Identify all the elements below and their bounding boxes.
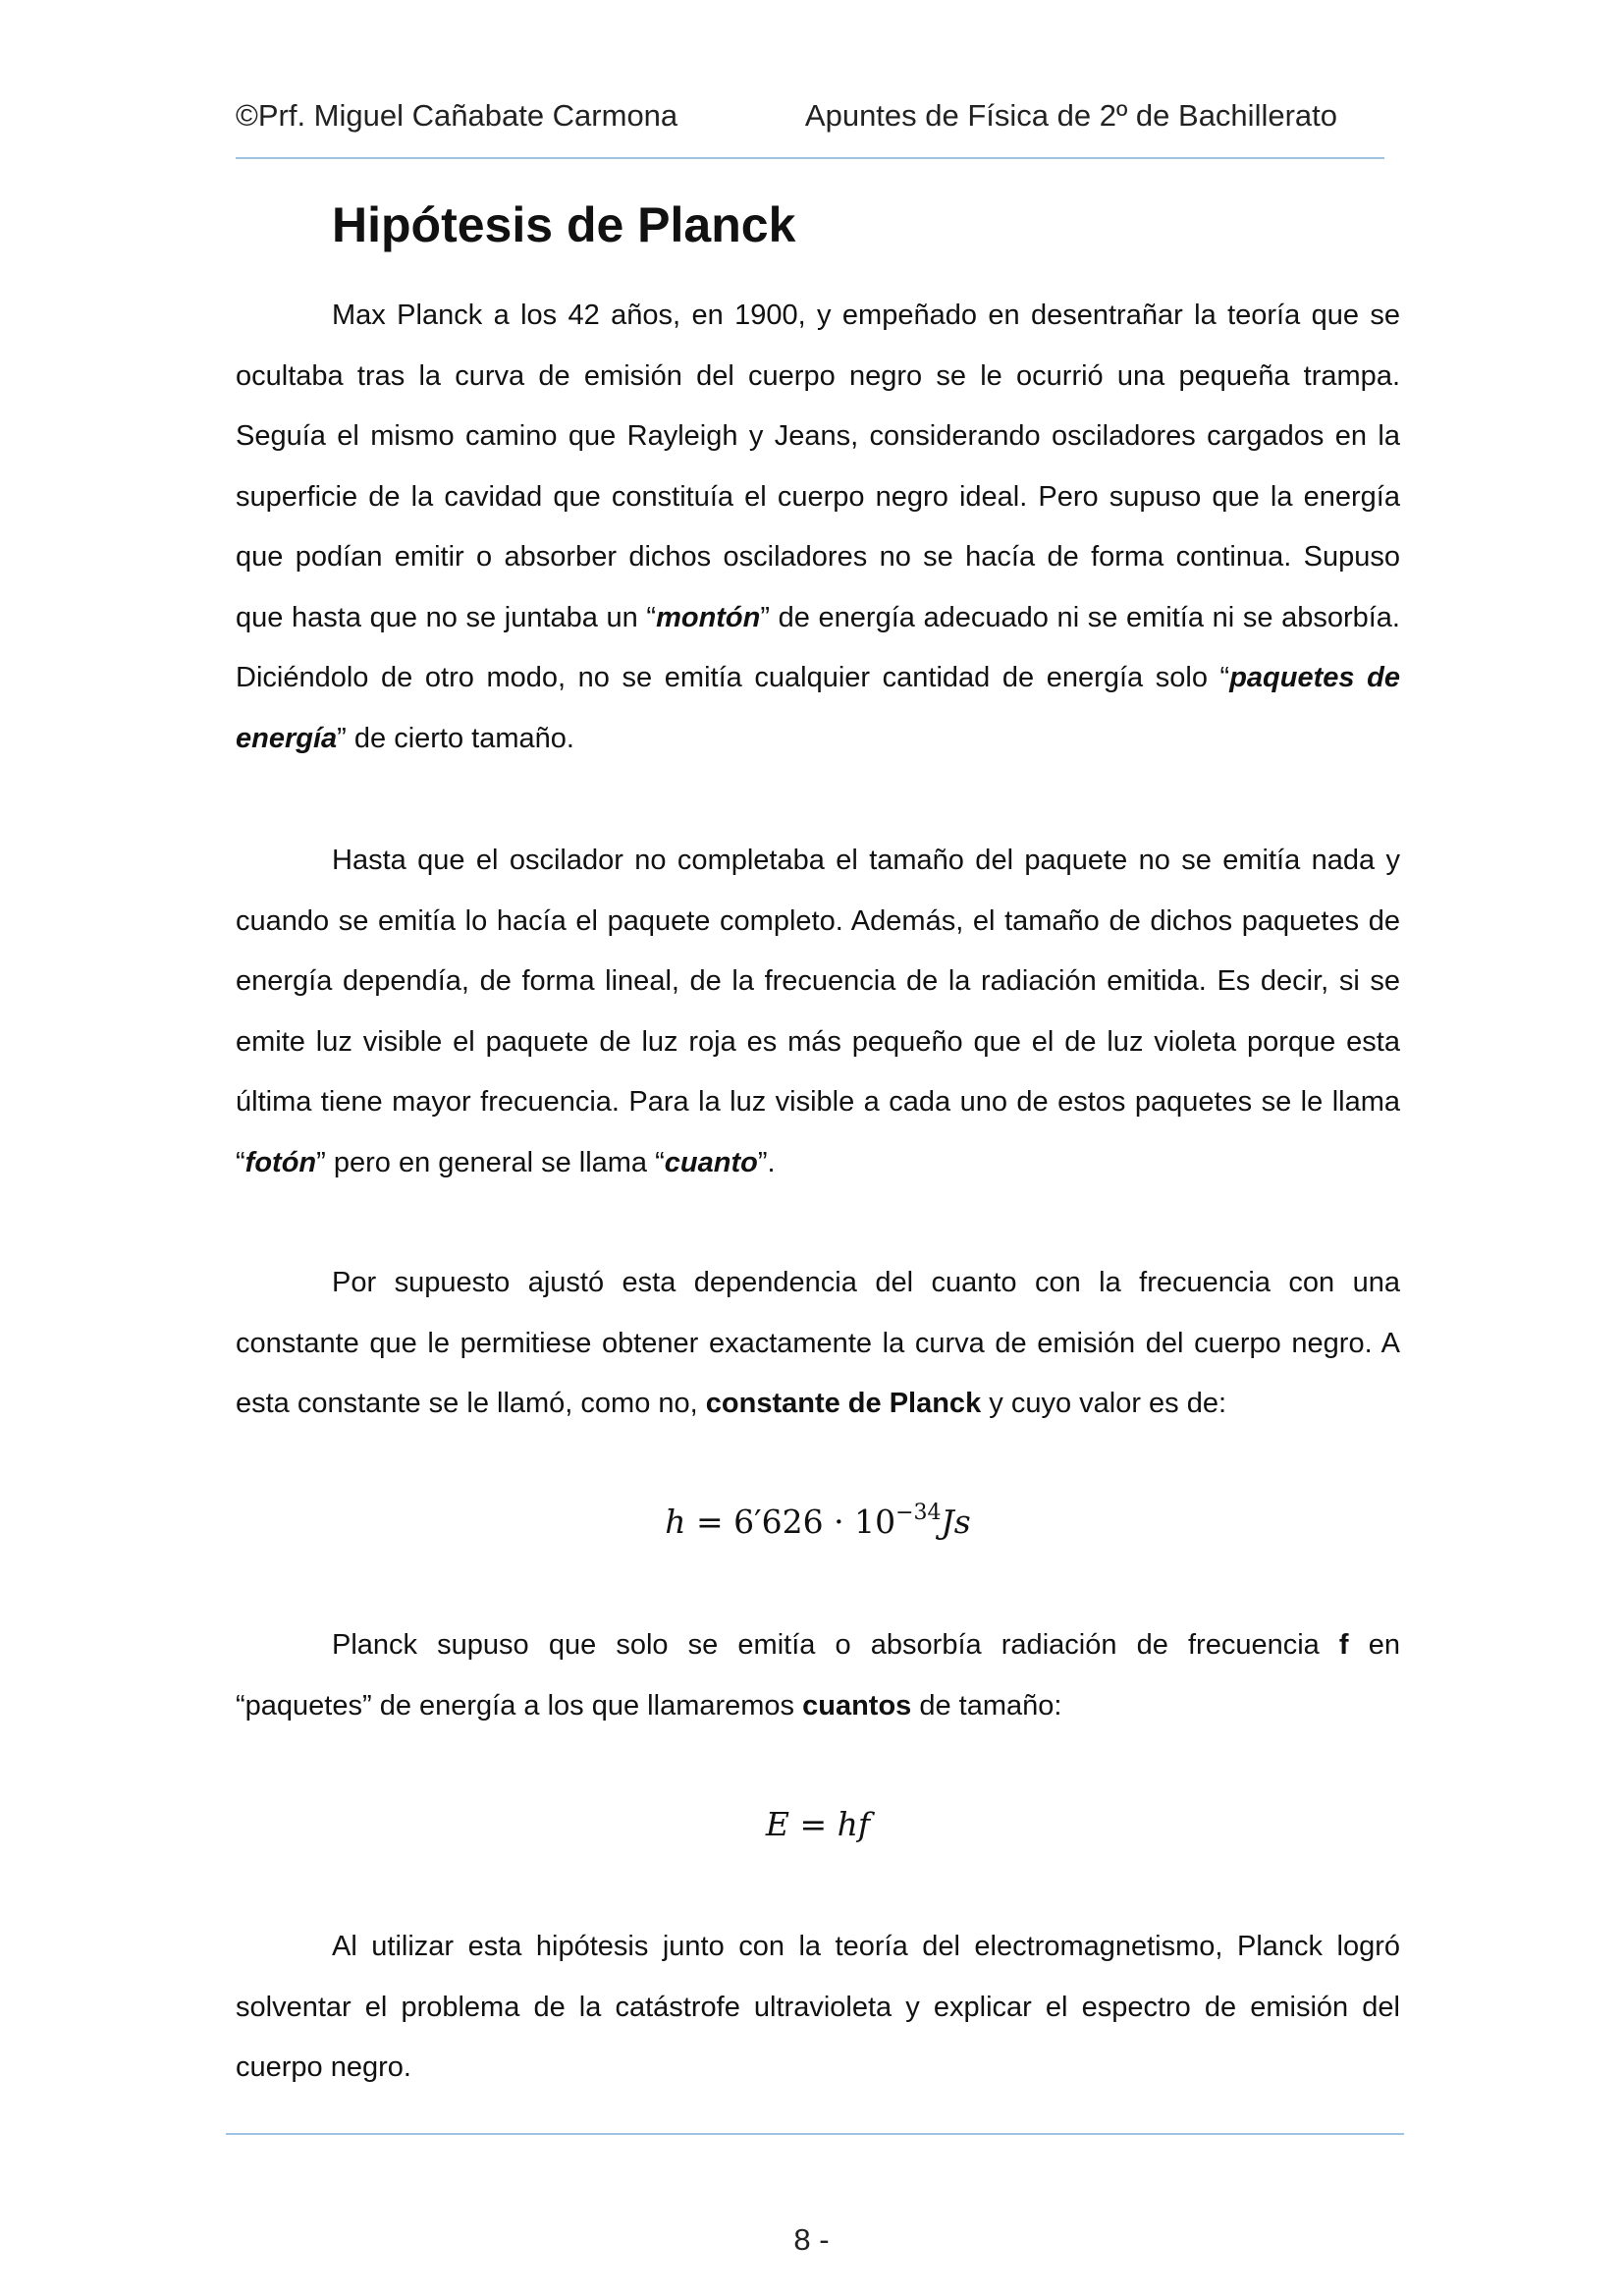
formula-h-unit: Js <box>941 1503 971 1541</box>
emphasis-constante-de-planck: constante de Planck <box>705 1388 982 1419</box>
formula-e-equals: = <box>788 1805 838 1843</box>
page-header <box>236 98 1384 141</box>
section-title: Hipótesis de Planck <box>332 197 796 252</box>
paragraph-1-text-c: ” de energía adecuado ni se emitía ni se absorbía. Diciéndolo de otro modo, no se emitía cualquier cantidad de energía solo “ <box>236 601 1400 693</box>
paragraph-1-text-e: ” de cierto tamaño. <box>337 722 574 754</box>
emphasis-cuanto: cuanto <box>664 1146 758 1178</box>
emphasis-cuantos: cuantos <box>802 1689 912 1722</box>
emphasis-foton: fotón <box>244 1146 317 1178</box>
paragraph-3 <box>236 1253 1400 1435</box>
page-number: 8 - <box>793 2222 830 2257</box>
paragraph-2-text-a: Hasta que el oscilador no completaba el tamaño del paquete no se emitía nada y cuando se emitía lo hacía el paquete completo. Además, el tamaño de dichos paquetes de energía dependía, de forma lineal, de la frecuencia de la radiación emitida. Es decir, si se emite luz visible el paquete de luz roja es más pequeño que el de luz violeta porque esta última tiene mayor frecuencia. Para la luz visible a cada uno de estos paquetes se le llama “ <box>236 845 1400 1178</box>
paragraph-3-text-c: y cuyo valor es de: <box>981 1388 1227 1419</box>
paragraph-2-text-e: ”. <box>757 1146 776 1178</box>
formula-h-value: = 6′626 · 10 <box>685 1503 896 1541</box>
paragraph-2 <box>236 831 1400 1193</box>
paragraph-5 <box>236 1917 1400 2099</box>
footer-divider <box>226 2133 1404 2135</box>
paragraph-1-text-a: Max Planck a los 42 años, en 1900, y empeñado en desentrañar la teoría que se ocultaba tras la curva de emisión del cuerpo negro se le ocurrió una pequeña trampa. Seguía el mismo camino que Rayleigh y Jeans, considerando osciladores cargados en la superficie de la cavidad que constituía el cuerpo negro ideal. Pero supuso que la energía que podían emitir o absorber dichos osciladores no se hacía de forma continua. Supuso que hasta que no se juntaba un “ <box>236 300 1400 633</box>
paragraph-3-text-a: Por supuesto ajustó esta dependencia del cuanto con la frecuencia con una constante que le permitiese obtener exactamente la curva de emisión del cuerpo negro. A esta constante se le llamó, como no, <box>236 1267 1400 1419</box>
formula-h-symbol: h <box>665 1503 686 1541</box>
paragraph-4 <box>236 1615 1400 1736</box>
formula-planck-constant <box>236 1501 1400 1541</box>
paragraph-4-text-a: Planck supuso que solo se emitía o absorbía radiación de frecuencia <box>332 1629 1339 1661</box>
emphasis-f: f <box>1338 1629 1349 1661</box>
formula-e-lhs: E <box>765 1805 789 1843</box>
paragraph-1 <box>236 286 1400 769</box>
formula-e-rhs: hf <box>837 1805 871 1843</box>
emphasis-paquetes-de-energia: paquetes de energía <box>236 662 1400 754</box>
paragraph-4-text-c: en “paquetes” de energía a los que llamaremos <box>236 1629 1400 1722</box>
formula-h-exponent: −34 <box>895 1501 942 1525</box>
formula-energy <box>236 1805 1400 1843</box>
paragraph-4-text-e: de tamaño: <box>911 1689 1062 1722</box>
paragraph-2-text-c: ” pero en general se llama “ <box>316 1146 665 1178</box>
header-divider <box>236 157 1384 159</box>
emphasis-monton: montón <box>656 601 761 633</box>
header-author: ©Prf. Miguel Cañabate Carmona <box>236 98 678 133</box>
paragraph-5-text-a: Al utilizar esta hipótesis junto con la teoría del electromagnetismo, Planck logró solventar el problema de la catástrofe ultravioleta y explicar el espectro de emisión del cuerpo negro. <box>236 1931 1400 2083</box>
header-course: Apuntes de Física de 2º de Bachillerato <box>804 98 1337 133</box>
